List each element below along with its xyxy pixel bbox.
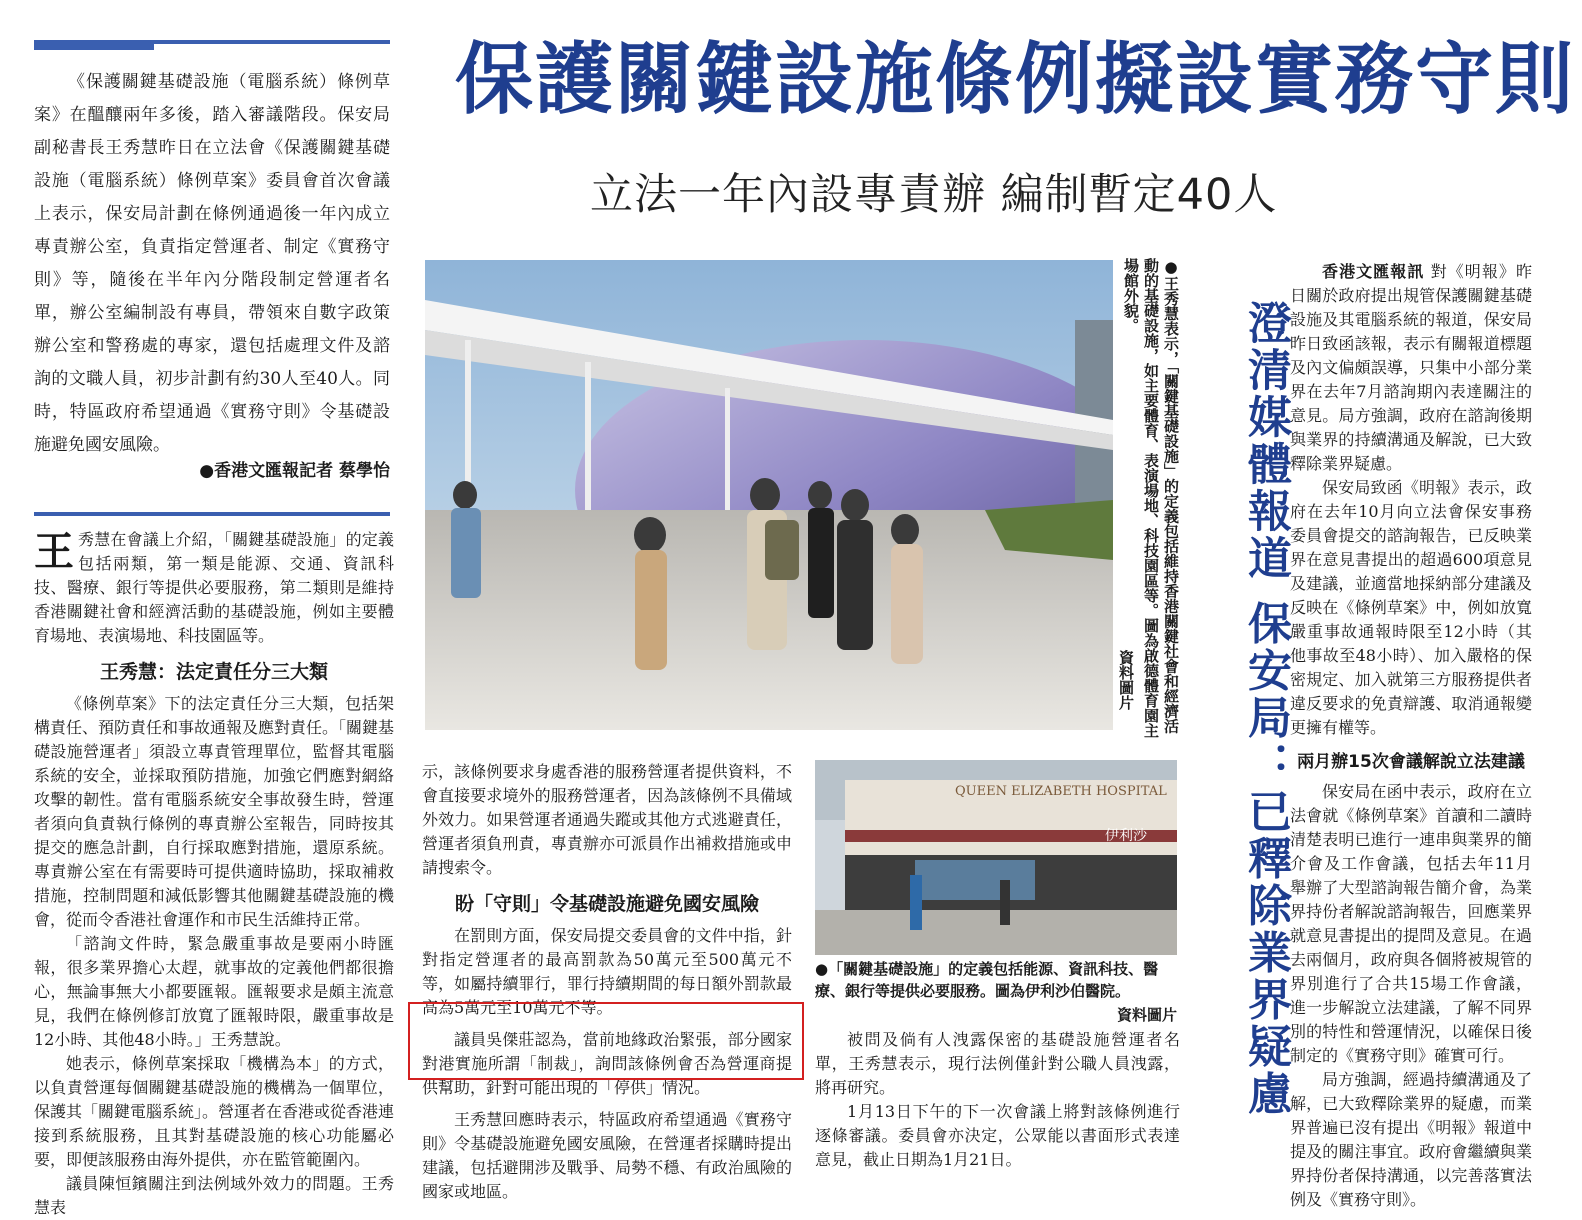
col2-paragraph-2: 議員吳傑莊認為，當前地緣政治緊張，部分國家對港實施所謂「制裁」，詢問該條例會否為營運商提供幫助，針對可能出現的「停供」情況。 [422,1030,792,1097]
lead-paragraph [34,528,394,648]
col2-paragraph-1: 在罰則方面，保安局提交委員會的文件中指，針對指定營運者的最高罰款為50萬元至500萬元不等，如屬持續罪行，罪行持續期間的每日額外罰款最高為5萬元至10萬元不等。 [422,926,792,1017]
byline: ●香港文匯報記者 蔡學怡 [199,461,390,481]
col1-paragraph-2: 「諮詢文件時，緊急嚴重事故是要兩小時匯報，很多業界擔心太趕，就事故的定義他們都很擔心，無論事無大小都要匯報。匯報要求是頗主流意見，我們在條例修訂放寬了匯報時限，嚴重事故是12小時、其他48小時。」王秀慧說。 [34,934,394,1049]
side-story-body [1290,260,1532,1212]
section-head-1: 王秀慧：法定責任分三大類 [99,661,328,683]
hospital-photo-caption: ●「關鍵基礎設施」的定義包括能源、資訊科技、醫療、銀行等提供必要服務。圖為伊利沙伯醫院。 [815,960,1159,1000]
side-paragraph-3: 保安局在函中表示，政府在立法會就《條例草案》首讀和二讀時清楚表明已進行一連串與業界的簡介會及工作會議，包括去年11月舉辦了大型諮詢報告簡介會，為業界持份者解說諮詢報告，回應業界就意見書提出的提問及意見。在過去兩個月，政府與各個將被規管的界別進行了合共15場工作會議，進一步解說立法建議，了解不同界別的特性和營運情況，以確保日後制定的《實務守則》確實可行。 [1290,782,1532,1065]
col1-paragraph-3: 她表示，條例草案採取「機構為本」的方式，以負責營運每個關鍵基礎設施的機構為一個單位，保護其「關鍵電腦系統」。營運者在香港或從香港連接到系統服務，且其對基礎設施的核心功能屬必要，即便該服務由海外提供，亦在監管範圍內。 [34,1054,395,1169]
side-paragraph-1 [1290,260,1532,476]
intro-text [34,66,390,462]
column-3 [815,1028,1180,1172]
column-1 [34,528,394,1220]
side-paragraph-2: 保安局致函《明報》表示，政府在去年10月向立法會保安事務委員會提交的諮詢報告，已反映業界在意見書提出的超過600項意見及建議，並適當地採納部分建議及反映在《條例草案》中，例如放寬嚴重事故通報時限至12小時（其他事故至48小時）、加入嚴格的保密規定、加入就第三方服務提供者違反要求的免責辯護、取消通報變更擁有權等。 [1290,478,1532,737]
stadium-photo-credit: 資料圖片 [1117,650,1135,710]
hospital-photo-credit: 資料圖片 [1116,1006,1177,1024]
col1-paragraph-4: 議員陳恒鑌關注到法例域外效力的問題。王秀慧表 [34,1174,394,1217]
lead-text: 秀慧在會議上介紹，「關鍵基礎設施」的定義包括兩類，第一類是能源、交通、資訊科技、醫療、銀行等提供必要服務，第二類則是維持香港關鍵社會和經濟活動的基礎設施，例如主要體育場地、表演場地、科技園區等。 [34,530,394,645]
hospital-photo-image [815,760,1177,955]
section-head-3: 兩月辦15次會議解說立法建議 [1297,752,1525,772]
col3-paragraph-2: 1月13日下午的下一次會議上將對該條例進行逐條審議。委員會亦決定，公眾能以書面形式表達意見，截止日期為1月21日。 [815,1102,1180,1169]
side-dateline: 香港文匯報訊 [1322,262,1425,281]
highlight-box [408,1002,804,1080]
stadium-caption-text: ●王秀慧表示，「關鍵基礎設施」的定義包括維持香港關鍵社會和經濟活動的基礎設施，如主要體育、表演場地、科技園區等。圖為啟德體育園主場館外貌。 [1122,258,1180,738]
intro-accent-bar [34,44,154,50]
side-story-headline: 澄清媒體報道 保安局：已釋除業界疑慮 [1240,300,1291,1118]
section-head-2: 盼「守則」令基礎設施避免國安風險 [454,893,759,915]
subheadline: 立法一年內設專責辦 編制暫定40人 [590,170,1278,220]
col2-paragraph-0: 示，該條例要求身處香港的服務營運者提供資料，不會直接要求境外的服務營運者，因為該條例不具備域外效力。如果營運者通過失蹤或其他方式逃避責任，營運者須負刑責，專責辦亦可派員作出補救措施或申請搜索令。 [422,762,792,877]
col2-paragraph-3: 王秀慧回應時表示，特區政府希望通過《實務守則》令基礎設施避免國安風險，在營運者採購時提出建議，包括避開涉及戰爭、局勢不穩、有政治風險的國家或地區。 [422,1110,792,1201]
drop-cap: 王 [34,528,74,575]
intro-paragraph: 《保護關鍵基礎設施（電腦系統）條例草案》在醞釀兩年多後，踏入審議階段。保安局副秘書長王秀慧昨日在立法會《保護關鍵基礎設施（電腦系統）條例草案》委員會首次會議上表示，保安局計劃在條例通過後一年內成立專責辦公室，負責指定營運者、制定《實務守則》等，隨後在半年內分階段制定營運者名單，辦公室編制設有專員，帶領來自數字政策辦公室和警務處的專家，還包括處理文件及諮詢的文職人員，初步計劃有約30人至40人。同時，特區政府希望通過《實務守則》令基礎設施避免國安風險。 [34,72,390,455]
col1-paragraph-1: 《條例草案》下的法定責任分三大類，包括架構責任、預防責任和事故通報及應對責任。「關鍵基礎設施營運者」須設立專責管理單位，監督其電腦系統的安全，並採取預防措施，加強它們應對網絡攻擊的韌性。當有電腦系統安全事故發生時，營運者須向負責執行條例的專責辦公室報告，同時按其提交的應急計劃，自行採取應對措施，還原系統。專責辦公室在有需要時可提供適時協助，採取補救措施，控制問題和減低影響其他關鍵基礎設施的機會，從而令香港社會運作和市民生活維持正常。 [34,694,395,929]
hospital-photo [815,760,1177,955]
side-paragraph-1-text: 對《明報》昨日關於政府提出規管保護關鍵基礎設施及其電腦系統的報道，保安局昨日致函該報，表示有關報道標題及內文偏頗誤導，只集中小部分業界在去年7月諮詢期內表達關注的意見。局方強調，政府在諮詢後期與業界的持續溝通及解說，已大致釋除業界疑慮。 [1290,262,1532,473]
main-headline: 保護關鍵設施條例擬設實務守則 [455,35,1576,125]
stadium-photo [425,260,1113,730]
col3-paragraph-1: 被問及倘有人洩露保密的基礎設施營運者名單，王秀慧表示，現行法例僅針對公職人員洩露，將再研究。 [815,1030,1180,1097]
side-paragraph-4: 局方強調，經過持續溝通及了解，已大致釋除業界的疑慮，而業界普遍已沒有提出《明報》報道中提及的關注事宜。政府會繼續與業界持份者保持溝通，以完善落實法例及《實務守則》。 [1290,1070,1532,1209]
column-2 [422,760,792,1204]
hospital-sign-en: QUEEN ELIZABETH HOSPITAL [955,784,1167,799]
stadium-photo-image [425,260,1113,730]
hospital-sign-cn: 伊利沙 [1105,828,1147,844]
